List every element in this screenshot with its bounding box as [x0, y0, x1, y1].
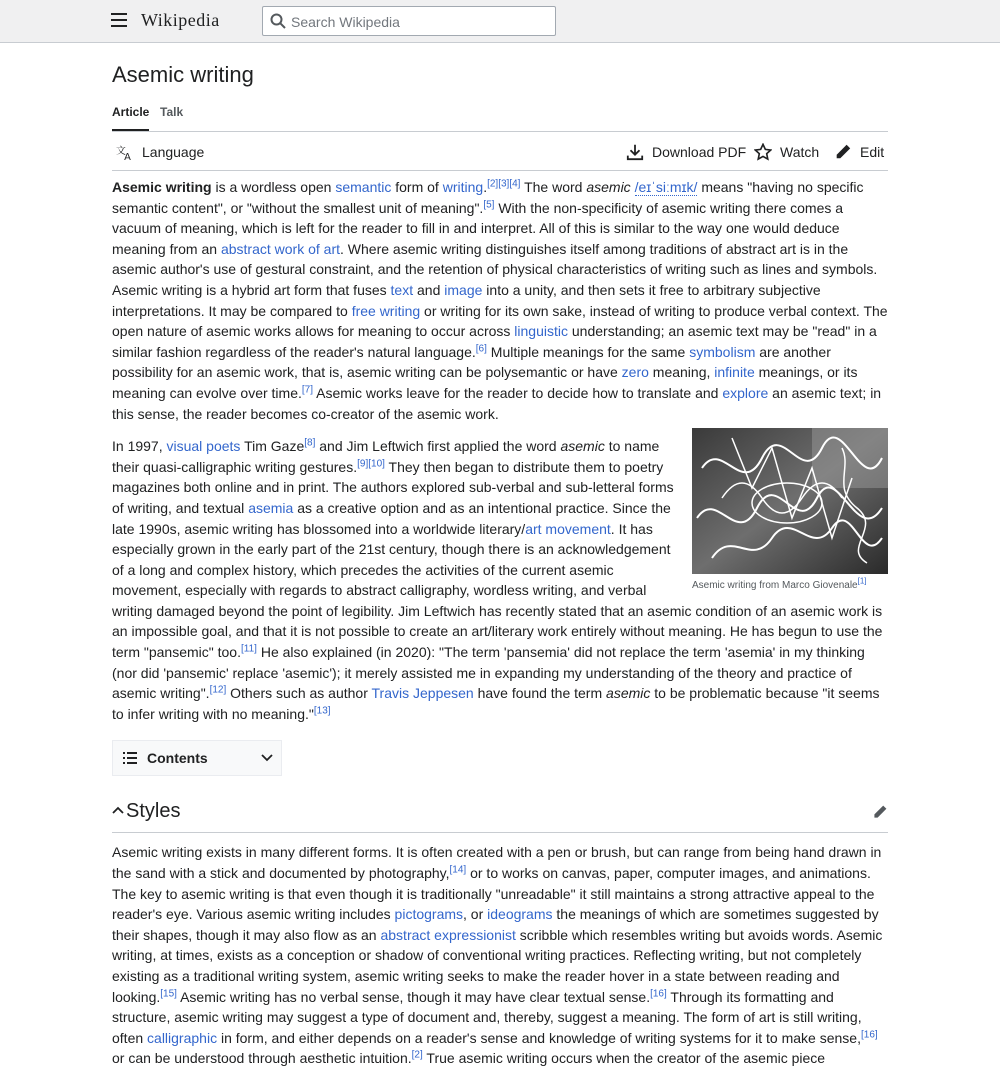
text-run: meanings, or its meaning can evolve over time. [112, 364, 858, 401]
search-input[interactable] [289, 7, 553, 37]
contents-toggle[interactable] [112, 740, 282, 776]
link-art-movement[interactable]: art movement [525, 520, 611, 537]
citation[interactable]: [11] [241, 643, 257, 655]
list-icon [123, 752, 137, 764]
text-run: are another possibility for an asemic work, that is, asemic writing can be polysemantic or have [112, 343, 831, 381]
text-run: an asemic text; in this sense, the reader becomes co-creator of the asemic work. [112, 384, 882, 422]
text-run: . Where asemic writing distinguishes itself among traditions of abstract art is in the asemic author's use of gestural constraint, and the retention of physical characteristics of writing such as lines and symbols. Asemic writing is a hybrid art form that fuses [112, 240, 878, 298]
text-run: have found the term [473, 685, 607, 702]
text-run: understanding; an asemic text may be "read" in a similar fashion regardless of the reader's natural language. [112, 323, 877, 360]
page-tabs [112, 105, 888, 132]
text-run: is a wordless open [211, 179, 336, 195]
link-abstract-expressionist[interactable]: abstract expressionist [380, 926, 516, 943]
edit-label: Edit [860, 144, 885, 160]
link-image[interactable]: image [444, 281, 483, 298]
edit-section-pencil-icon[interactable] [872, 804, 888, 820]
styles-paragraph [112, 842, 888, 1069]
text-run: or to works on canvas, paper, computer images, and animations. The key to asemic writing is that even though it is traditionally "unreadable" it still maintains a strong attractive appeal to the reader's eye. Various asemic writing includes [112, 865, 875, 923]
history-block [112, 436, 888, 724]
edit-button[interactable] [834, 143, 884, 161]
bold-term: Asemic writing [112, 179, 212, 195]
text-run: Through its formatting and structure, asemic writing may suggest a type of document and, thereby, suggest a meaning. The form of art is still writing, often [112, 988, 862, 1046]
text-run: in form, and either depends on a reader's sense and knowledge of writing systems for it to make sense, [217, 1029, 861, 1046]
citation[interactable]: [5] [483, 198, 495, 210]
tab-article[interactable]: Article [112, 105, 149, 131]
main-content [112, 42, 888, 1069]
language-label: Language [142, 144, 205, 160]
thumbnail-figure [692, 428, 888, 592]
text-run: The word [520, 179, 587, 195]
search-icon [270, 13, 286, 29]
text-run: meaning, [648, 364, 715, 381]
hamburger-menu-icon[interactable] [111, 13, 127, 29]
text-run: In 1997, [112, 438, 167, 455]
italic-term: asemic [560, 438, 605, 455]
star-icon [754, 143, 772, 161]
text-run: scribble which resembles writing but avoids words. Asemic writing, at times, exists as a conception or shadow of conventional writing practices. Reflecting writing, but not completely existing as a traditional writing system, asemic writing seeks to make the reader hover in a state between reading and looking. [112, 926, 883, 1005]
citation[interactable]: [13] [313, 705, 331, 717]
link-text[interactable]: text [390, 281, 414, 298]
text-run: Multiple meanings for the same [486, 343, 690, 360]
link-travis-jeppesen[interactable]: Travis Jeppesen [371, 685, 474, 702]
citation[interactable]: [7] [301, 384, 313, 396]
link-asemia[interactable]: asemia [248, 499, 294, 516]
link-zero[interactable]: zero [621, 364, 649, 381]
text-run: They then began to distribute them to poetry magazines both online and in print. The authors explored sub-verbal and sub-letteral forms of writing, and textual [112, 458, 674, 516]
download-label: Download PDF [652, 144, 747, 160]
page-title: Asemic writing [112, 62, 254, 87]
link-linguistic[interactable]: linguistic [514, 323, 568, 340]
text-run: True asemic writing occurs when the creator of the asemic piece [422, 1050, 826, 1067]
section-heading-styles[interactable] [112, 798, 888, 833]
text-run: to be problematic because "it seems to infer writing with no meaning." [112, 685, 880, 722]
citation[interactable]: [12] [209, 684, 227, 696]
text-run [631, 179, 635, 195]
search-box[interactable] [262, 6, 556, 36]
text-run: . It has especially grown in the early part of the 21st century, though there is an acknowledgement of a long and complex history, which precedes the activities of the current asemic movement, especially with regards to abstract calligraphy, wordless writing, and verbal writing damaged beyond the point of legibility. Jim Leftwich has recently stated that an asemic condition of an asemic work is an impossible goal, and that it is not possible to create an art/literary work entirely without meaning. He has begun to use the term "pansemic" too. [112, 520, 883, 661]
language-button[interactable] [116, 143, 204, 161]
citation[interactable]: [2][3][4] [487, 178, 521, 190]
text-run: Asemic writing exists in many different forms. It is often created with a pen or brush, but can range from being hand drawn in the sand with a stick and documented by photography, [112, 844, 882, 882]
text-run: means "having no specific semantic content", or "without the smallest unit of meaning". [112, 179, 864, 216]
citation[interactable]: [2] [411, 1049, 423, 1061]
link-symbolism[interactable]: symbolism [689, 343, 756, 360]
link-writing[interactable]: writing [442, 179, 484, 195]
text-run: With the non-specificity of asemic writing there comes a vacuum of meaning, which is left for the reader to fill in and interpret. All of this is similar to the way one would deduce meaning from an [112, 199, 844, 257]
pencil-icon [834, 143, 852, 161]
link-ipa[interactable]: /eɪˈsiːmɪk/ [634, 179, 698, 195]
svg-text:文: 文 [116, 145, 126, 157]
section-title: Styles [126, 800, 181, 823]
link-explore[interactable]: explore [722, 384, 769, 401]
link-abstract-art[interactable]: abstract work of art [220, 240, 340, 257]
top-header [0, 0, 1000, 43]
citation[interactable]: [8] [304, 437, 316, 449]
text-run: form of [391, 179, 443, 195]
text-run: and [413, 281, 445, 298]
citation[interactable]: [1] [857, 576, 867, 586]
link-ideograms[interactable]: ideograms [487, 906, 553, 923]
wikipedia-logo[interactable]: Wikipedia [141, 10, 220, 30]
asemic-writing-image[interactable] [692, 428, 888, 574]
citation[interactable]: [16] [650, 987, 667, 999]
text-run: Tim Gaze [240, 438, 305, 455]
text-run: Asemic writing has no verbal sense, though it may have clear textual sense. [176, 988, 651, 1005]
link-semantic[interactable]: semantic [335, 179, 392, 195]
figure-caption [692, 576, 888, 592]
italic-term: asemic [586, 179, 631, 195]
text-run: into a unity, and then sets it free to arbitrary subjective interpretations. It may be compared to [112, 281, 821, 319]
citation[interactable]: [16] [860, 1029, 878, 1041]
citation[interactable]: [15] [160, 987, 177, 999]
contents-label: Contents [147, 750, 208, 767]
link-pictograms[interactable]: pictograms [394, 906, 464, 923]
link-infinite[interactable]: infinite [714, 364, 755, 381]
text-run: or can be understood through aesthetic intuition. [112, 1050, 412, 1067]
citation[interactable]: [9][10] [357, 458, 385, 470]
intro-paragraph [112, 177, 888, 424]
text-run: as a creative option and as an intentional practice. Since the late 1990s, asemic writing has blossomed into a worldwide literary/ [112, 499, 671, 537]
text-run: the meanings of which are sometimes suggested by their shapes, though it may also flow as an [112, 906, 879, 943]
text-run: or writing for its own sake, instead of writing to produce verbal context. The open nature of asemic works allows for meaning to occur across [112, 302, 888, 340]
chevron-down-icon [261, 754, 273, 762]
text-run: Asemic works leave for the reader to decide how to translate and [313, 384, 723, 401]
download-pdf-button[interactable] [626, 143, 746, 161]
text-run: . [483, 179, 488, 195]
text-run: He also explained (in 2020): "The term 'pansemia' did not replace the term 'asemia' in my thinking (nor did 'pansemic' replace 'asemic'); it merely assisted me in expanding my understanding of the theory and practice of asemic writing". [112, 644, 865, 702]
citation[interactable]: [14] [449, 864, 467, 876]
text-run: , or [463, 906, 488, 923]
page-toolbar [112, 132, 888, 171]
text-run: to name their quasi-calligraphic writing gestures. [112, 438, 660, 475]
chevron-up-icon[interactable] [112, 806, 124, 814]
tab-talk[interactable]: Talk [160, 105, 184, 119]
link-free-writing[interactable]: free writing [351, 302, 421, 319]
watch-label: Watch [780, 144, 820, 160]
watch-button[interactable] [754, 143, 819, 161]
italic-term: asemic [606, 685, 651, 702]
text-run: and Jim Leftwich first applied the word [315, 438, 561, 455]
citation[interactable]: [6] [475, 343, 487, 355]
download-icon [626, 143, 644, 161]
text-run: Others such as author [226, 685, 372, 702]
svg-text:A: A [124, 152, 131, 161]
translate-icon [116, 143, 134, 161]
caption-text: Asemic writing from Marco Giovenale [692, 580, 858, 592]
link-calligraphic[interactable]: calligraphic [147, 1029, 218, 1046]
link-visual-poets[interactable]: visual poets [166, 438, 241, 455]
